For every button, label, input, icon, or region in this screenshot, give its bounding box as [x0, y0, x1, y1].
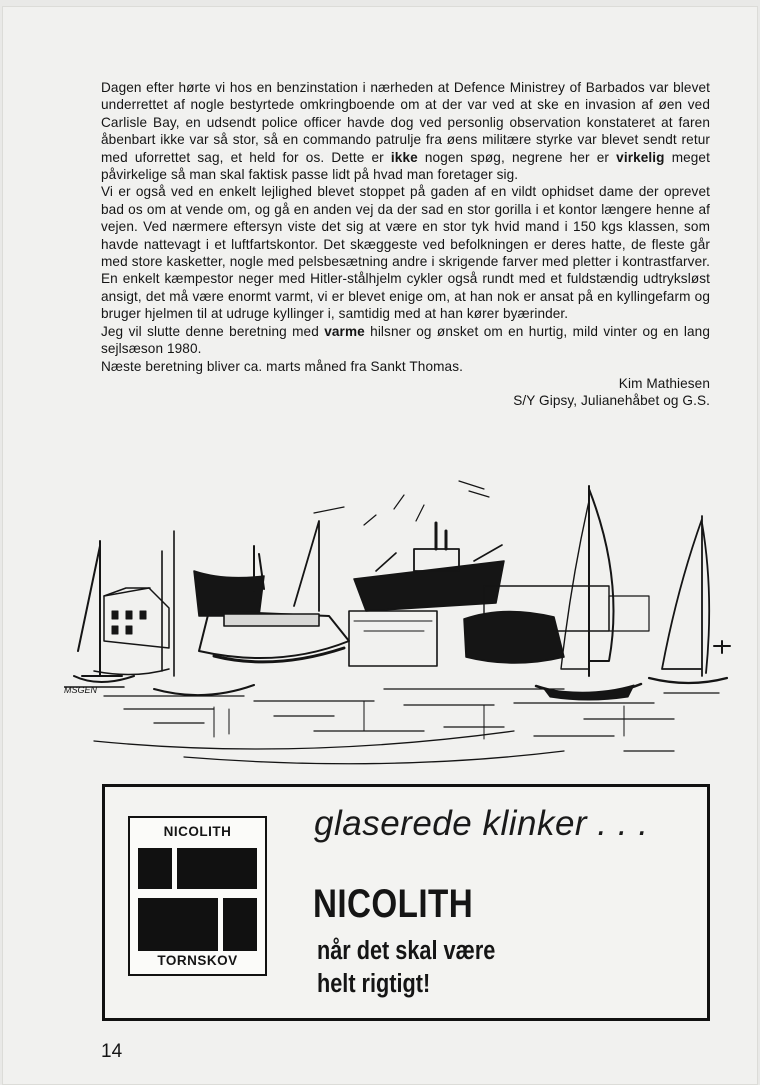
text-run: Dagen efter hørte vi hos en benzinstation i nærheden at Defence Ministrey of Barbados var blevet underrettet af nogle bestyrtede omkringboende om at der var ved at ske en invasion af øen ved Carlisle Bay, en udsendt police officer havde dog ved personlig observation konstateret at faren åbenbart ikke var så stor, så en commando patrulje fra øens militære styrke var blevet sendt retur med uforrettet sag, et held for os. Dette er: [101, 80, 710, 165]
article-paragraph: [101, 79, 710, 183]
text-run: meget påvirkelige så man skal faktisk passe lidt på hvad man foretager sig.: [101, 149, 710, 183]
ad-slogan: [317, 935, 495, 1001]
tile-grid-icon: [138, 848, 257, 951]
ad-slogan-line-2: helt rigtigt!: [317, 970, 431, 998]
ad-slogan-line-1: når det skal være: [317, 937, 496, 965]
bold-text: varme: [324, 323, 365, 339]
text-run: Vi er også ved en enkelt lejlighed blevet stoppet på gaden af en vildt ophidset dame der oprevet bad os om at vende om, og gå en anden vej da der sad en stor gorilla i et kontor længere henne af vejen. Ved nærmere eftersyn viste det sig at være en stor tyk hvid mand i 150 kgs klassen, som havde nattevagt i et luftfartskontor. Det skæggeste ved befolkningen er deres hatte, de fleste går med store kasketter, nogle med pelsbesætning andre i skrigende farver med pletter i kontrastfarver. En enkelt kæmpestor neger med Hitler-stålhjelm cykler også rundt med et fuldstændig udtryksløst ansigt, det må være enormt varmt, vi er blevet enige om, at han nok er ansat på en kyllingefarm og bruger hjelmen til at udruge kyllinger i, samtidig med at han kører byærinder.: [101, 184, 710, 322]
text-run: hilsner og ønsket om en hurtig, mild vinter og en lang sejlsæson 1980.: [101, 323, 710, 357]
article-text: [101, 79, 710, 410]
nicolith-advertisement: [102, 784, 710, 1021]
bold-text: ikke: [390, 149, 418, 165]
text-run: Næste beretning bliver ca. marts måned fra Sankt Thomas.: [101, 358, 463, 374]
ad-tagline: glaserede klinker . . .: [314, 804, 649, 843]
harbour-illustration: [64, 461, 734, 781]
bold-text: virkelig: [616, 149, 665, 165]
logo-top-text: NICOLITH: [163, 824, 232, 839]
page-number: 14: [101, 1041, 123, 1062]
signature-name: Kim Mathiesen: [618, 375, 710, 391]
text-run: nogen spøg, negrene her er: [417, 149, 617, 165]
nicolith-logo: [128, 816, 267, 976]
article-paragraph: [101, 323, 710, 358]
article-paragraph: [101, 183, 710, 322]
text-run: Jeg vil slutte denne beretning med: [101, 323, 325, 339]
article-paragraph: [101, 358, 710, 375]
signature-place: S/Y Gipsy, Julianehåbet og G.S.: [513, 393, 710, 409]
logo-bottom-text: TORNSKOV: [157, 953, 238, 968]
artist-signature: MSGEN: [64, 685, 98, 695]
ad-brand: NICOLITH: [313, 882, 474, 926]
magazine-page: [2, 6, 758, 1085]
